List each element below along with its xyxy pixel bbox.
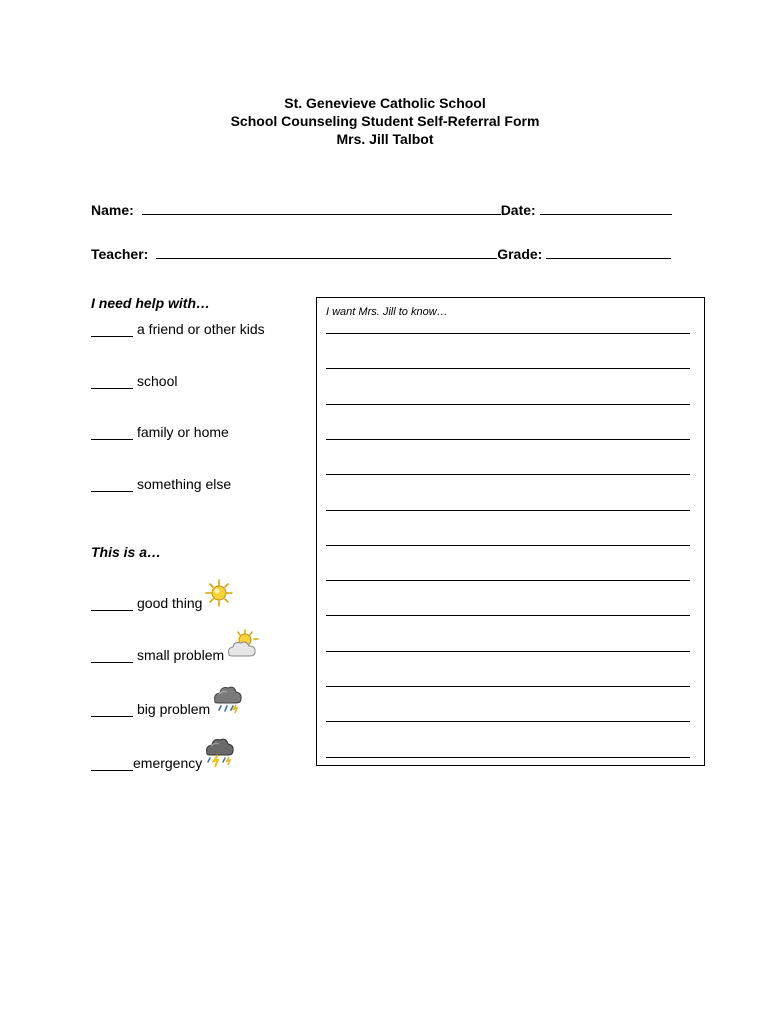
help-option-checkbox[interactable] [91, 426, 133, 440]
rain-cloud-icon [211, 682, 243, 717]
severity-option [91, 682, 243, 717]
help-option-label: something else [137, 476, 232, 492]
name-field[interactable] [142, 201, 501, 215]
help-option-checkbox[interactable] [91, 375, 133, 389]
teacher-label: Teacher: [91, 246, 149, 262]
severity-option-checkbox[interactable] [91, 703, 133, 717]
help-option-checkbox[interactable] [91, 478, 133, 492]
grade-label: Grade: [497, 246, 543, 262]
note-line[interactable] [326, 474, 690, 475]
note-line[interactable] [326, 510, 690, 511]
severity-option [91, 578, 235, 611]
sun-icon [203, 578, 235, 611]
note-line[interactable] [326, 686, 690, 687]
note-line[interactable] [326, 545, 690, 546]
help-option [91, 476, 231, 492]
counselor-name: Mrs. Jill Talbot [336, 131, 434, 147]
help-option-label: school [137, 373, 178, 389]
severity-option-checkbox[interactable] [91, 597, 133, 611]
teacher-grade-row [91, 245, 671, 262]
severity-option [91, 628, 259, 663]
severity-option-checkbox[interactable] [91, 649, 133, 663]
note-line[interactable] [326, 439, 690, 440]
form-header [0, 94, 770, 148]
school-name: St. Genevieve Catholic School [284, 95, 486, 111]
help-option [91, 424, 229, 440]
form-title: School Counseling Student Self-Referral Form [230, 113, 540, 129]
name-label: Name: [91, 202, 134, 218]
note-line[interactable] [326, 651, 690, 652]
note-line[interactable] [326, 757, 690, 758]
help-option-label: family or home [137, 424, 229, 440]
note-line[interactable] [326, 368, 690, 369]
severity-option-label: emergency [133, 755, 203, 771]
severity-section-title: This is a… [91, 544, 162, 560]
note-line[interactable] [326, 615, 690, 616]
name-date-row [91, 201, 672, 218]
note-line[interactable] [326, 404, 690, 405]
severity-option-label: big problem [137, 701, 211, 717]
help-option [91, 321, 265, 337]
date-label: Date: [500, 202, 536, 218]
help-option-checkbox[interactable] [91, 323, 133, 337]
notes-box [316, 297, 705, 766]
storm-cloud-icon [203, 734, 235, 771]
help-section-title: I need help with… [91, 295, 211, 311]
note-line[interactable] [326, 580, 690, 581]
help-option [91, 373, 177, 389]
severity-option [91, 734, 235, 771]
teacher-field[interactable] [156, 245, 497, 259]
date-field[interactable] [540, 201, 672, 215]
note-line[interactable] [326, 333, 690, 334]
partly-cloudy-icon [225, 628, 259, 663]
severity-option-checkbox[interactable] [91, 757, 133, 771]
notes-title: I want Mrs. Jill to know… [326, 306, 448, 318]
note-line[interactable] [326, 721, 690, 722]
grade-field[interactable] [546, 245, 671, 259]
help-option-label: a friend or other kids [137, 321, 265, 337]
severity-option-label: good thing [137, 595, 203, 611]
severity-option-label: small problem [137, 647, 225, 663]
